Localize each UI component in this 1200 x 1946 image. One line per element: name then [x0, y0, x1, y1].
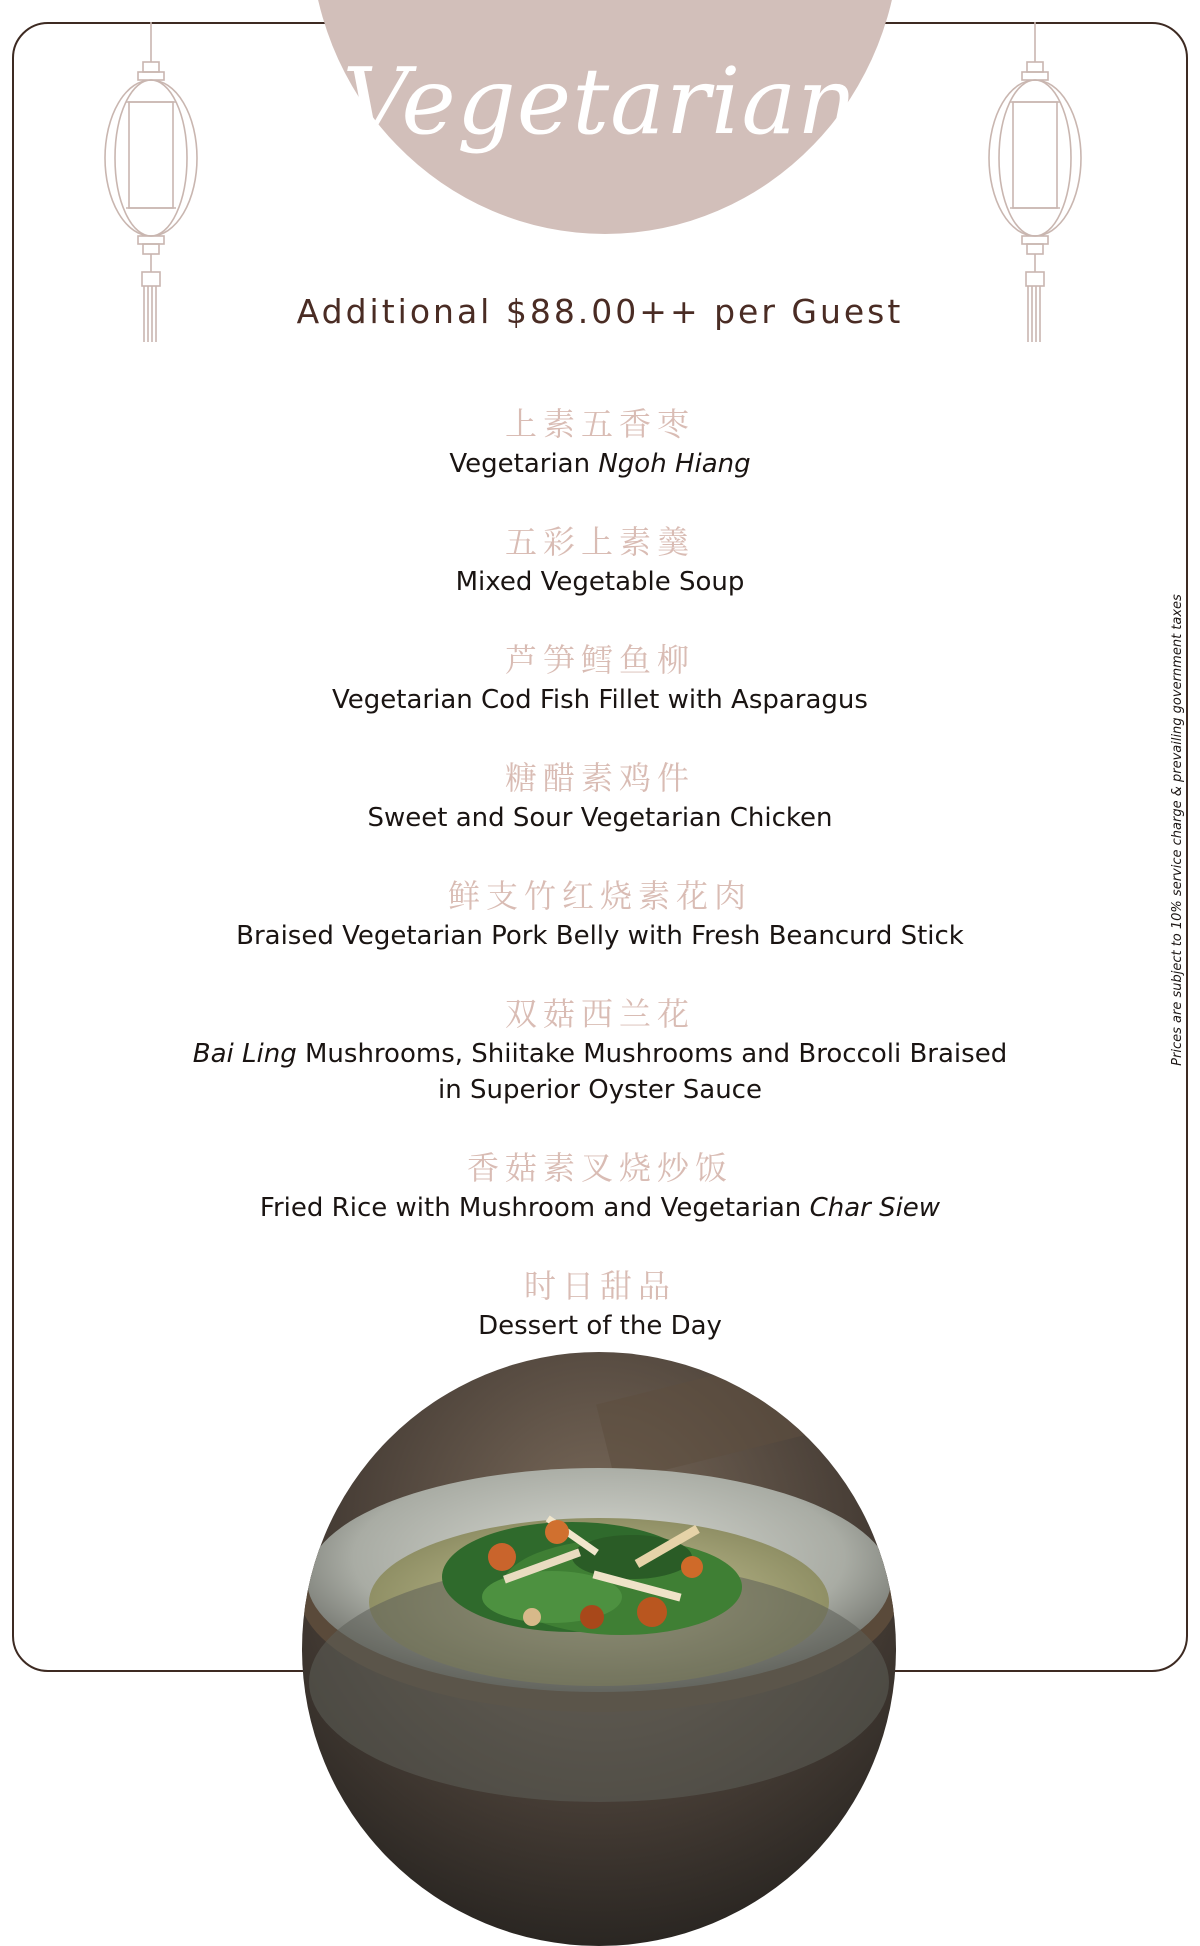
menu-item-chinese: 芦笋鳕鱼柳 [504, 641, 695, 679]
menu-item-english: Sweet and Sour Vegetarian Chicken [367, 803, 833, 833]
menu-item-english: Braised Vegetarian Pork Belly with Fresh Beancurd Stick [236, 921, 964, 951]
price-disclaimer: Prices are subject to 10% service charge & prevailing government taxes [1170, 594, 1185, 1066]
menu-item [150, 992, 1050, 1108]
menu-item [150, 520, 1050, 600]
menu-item [150, 1146, 1050, 1226]
menu-item-english: Mixed Vegetable Soup [455, 567, 745, 597]
menu-item [150, 1264, 1050, 1344]
menu-item-chinese: 鲜支竹红烧素花肉 [447, 877, 752, 915]
menu-item [150, 638, 1050, 718]
menu-item [150, 756, 1050, 836]
menu-item-english: Dessert of the Day [478, 1311, 722, 1341]
menu-item-english: Bai Ling Mushrooms, Shiitake Mushrooms and Broccoli Braised in Superior Oyster Sauce [192, 1039, 1008, 1105]
menu-item-chinese: 五彩上素羹 [504, 523, 695, 561]
menu-item [150, 874, 1050, 954]
menu-item-english: Vegetarian Cod Fish Fillet with Asparagus [332, 685, 868, 715]
menu-item-english: Vegetarian Ngoh Hiang [449, 449, 751, 479]
menu-item-chinese: 糖醋素鸡件 [504, 759, 695, 797]
price-subtitle: Additional $88.00++ per Guest [296, 292, 904, 331]
menu-list [150, 402, 1050, 1382]
menu-item [150, 402, 1050, 482]
menu-item-chinese: 时日甜品 [523, 1267, 676, 1305]
dish-photo [302, 1352, 896, 1946]
menu-item-chinese: 香菇素叉烧炒饭 [466, 1149, 733, 1187]
menu-item-chinese: 上素五香枣 [504, 405, 695, 443]
page-title: Vegetarian [342, 48, 858, 155]
menu-item-chinese: 双菇西兰花 [504, 995, 695, 1033]
menu-item-english: Fried Rice with Mushroom and Vegetarian Char Siew [259, 1193, 941, 1223]
